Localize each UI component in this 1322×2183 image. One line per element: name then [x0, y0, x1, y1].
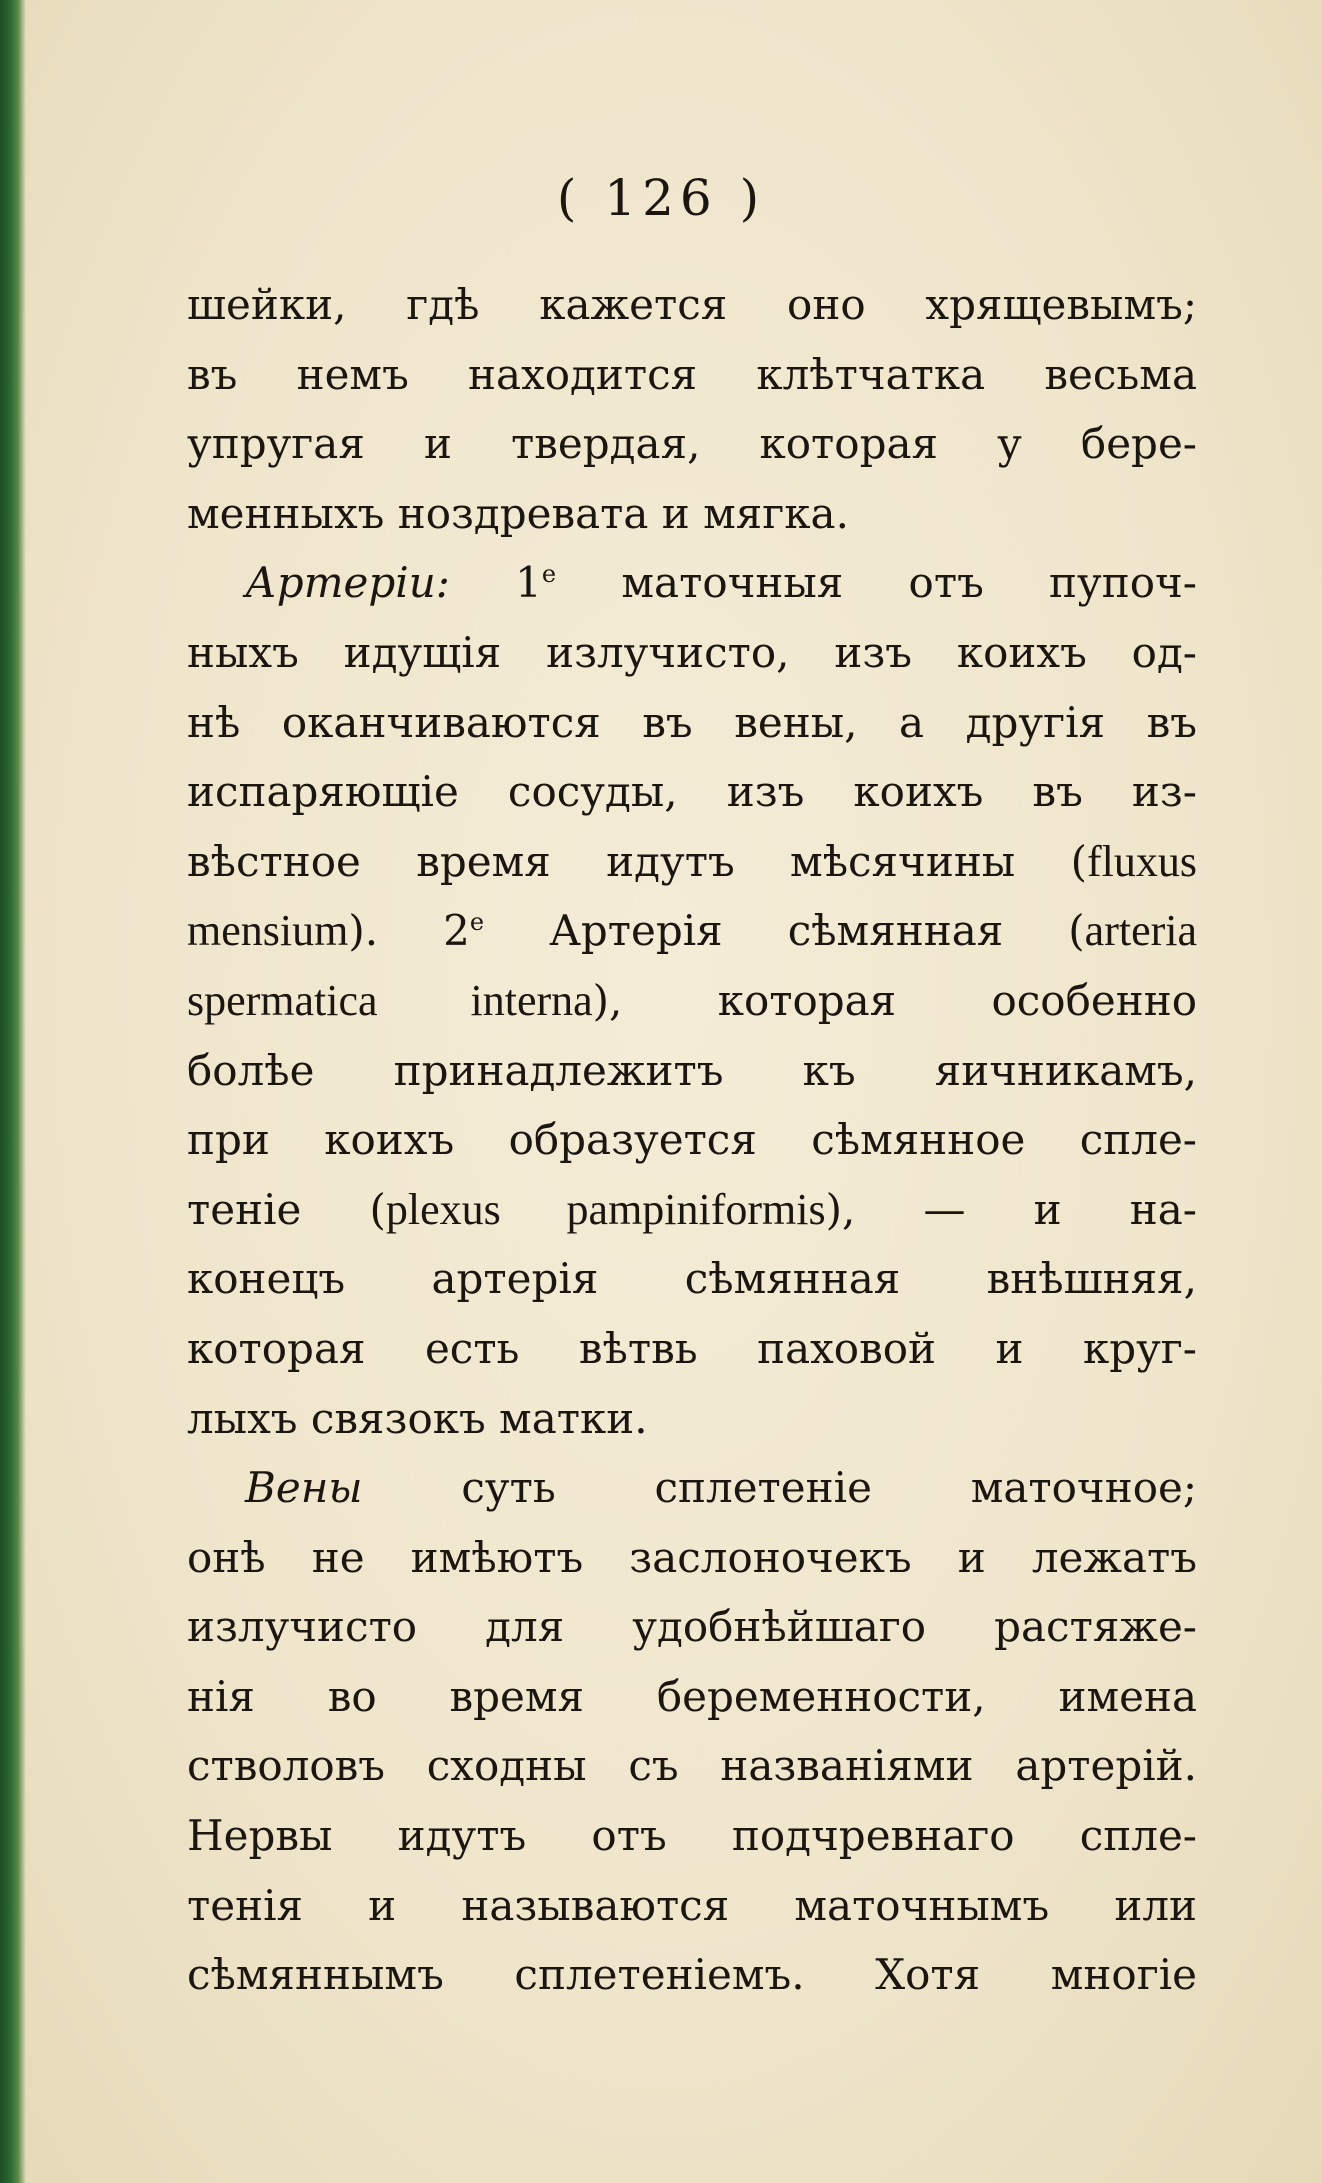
enum-digit: 2 [443, 906, 470, 956]
line-text: сѣмяннымъ сплетеніемъ. Хотя многіе [187, 1950, 1197, 2000]
line-text: шейки, гдѣ кажется оно хрящевымъ; [187, 280, 1197, 329]
text-line [187, 1036, 1197, 1106]
line-text: Артерія сѣмянная ( [484, 906, 1085, 956]
latin-term: plexus pampiniformis [385, 1184, 826, 1234]
latin-term: spermatica interna [187, 975, 593, 1025]
text-line [187, 896, 1197, 966]
line-text: ), которая особенно [592, 975, 1197, 1025]
line-text: суть сплетеніе маточное; [362, 1463, 1197, 1513]
line-text: нія во время беременности, имена [187, 1671, 1197, 1721]
text-line [187, 548, 1197, 618]
line-text: ). [348, 906, 444, 956]
text-line [187, 1592, 1197, 1662]
line-text: вѣстное время идутъ мѣсячины ( [187, 836, 1087, 886]
text-line [187, 409, 1197, 479]
line-text: онѣ не имѣютъ заслоночекъ и лежатъ [187, 1532, 1197, 1582]
enum-digit: 1 [515, 558, 542, 608]
binding-edge [0, 0, 26, 2183]
text-line [187, 1175, 1197, 1245]
line-text: конецъ артерія сѣмянная внѣшняя, [187, 1254, 1197, 1304]
text-line [187, 618, 1197, 688]
body-text [187, 270, 1197, 2010]
line-text: которая есть вѣтвь паховой и круг- [187, 1323, 1197, 1373]
line-text: стволовъ сходны съ названіями артерій. [187, 1741, 1197, 1791]
text-line [187, 757, 1197, 827]
enum-superscript: e [541, 560, 557, 589]
line-text: при коихъ образуется сѣмянное спле- [187, 1115, 1197, 1165]
term-veins: Вены [245, 1463, 363, 1513]
text-line [187, 688, 1197, 758]
latin-term: fluxus [1087, 836, 1197, 886]
page-number: ( 126 ) [556, 169, 766, 227]
line-text: ныхъ идущія излучисто, изъ коихъ од- [187, 627, 1197, 677]
line-text: испаряющіе сосуды, изъ коихъ въ из- [187, 767, 1197, 817]
text-line [187, 1662, 1197, 1732]
text-line [187, 1453, 1197, 1523]
line-text: теніе ( [187, 1184, 386, 1234]
latin-term: mensium [187, 906, 349, 956]
line-text: менныхъ ноздревата и мягка. [187, 488, 849, 538]
line-text: маточныя отъ пупоч- [621, 558, 1197, 608]
text-line [187, 1940, 1197, 2010]
line-text: лыхъ связокъ матки. [187, 1393, 648, 1443]
line-text: упругая и твердая, которая у бере- [187, 419, 1197, 469]
text-line [187, 827, 1197, 897]
enum-number [515, 558, 556, 607]
line-text: нѣ оканчиваются въ вены, а другія въ [187, 697, 1197, 747]
text-line [187, 1244, 1197, 1314]
line-text: ), — и на- [825, 1184, 1197, 1234]
enum-superscript: e [469, 908, 485, 937]
text-line [187, 1523, 1197, 1593]
latin-term: arteria [1084, 906, 1198, 956]
enum-number [443, 906, 484, 955]
text-line [187, 340, 1197, 410]
text-line [187, 1105, 1197, 1175]
line-text: болѣе принадлежитъ къ яичникамъ, [187, 1045, 1197, 1095]
text-line [187, 270, 1197, 340]
text-line [187, 1384, 1197, 1454]
text-line [187, 479, 1197, 549]
line-text: тенія и называются маточнымъ или [187, 1880, 1197, 1930]
text-line [187, 966, 1197, 1036]
text-line [187, 1801, 1197, 1871]
line-text: Нервы идутъ отъ подчревнаго спле- [187, 1811, 1197, 1861]
line-text: излучисто для удобнѣйшаго растяже- [187, 1602, 1197, 1652]
text-line [187, 1314, 1197, 1384]
term-arteries: Артеріи: [245, 558, 450, 608]
text-line [187, 1731, 1197, 1801]
line-text: въ немъ находится клѣтчатка весьма [187, 349, 1197, 399]
text-line [187, 1871, 1197, 1941]
